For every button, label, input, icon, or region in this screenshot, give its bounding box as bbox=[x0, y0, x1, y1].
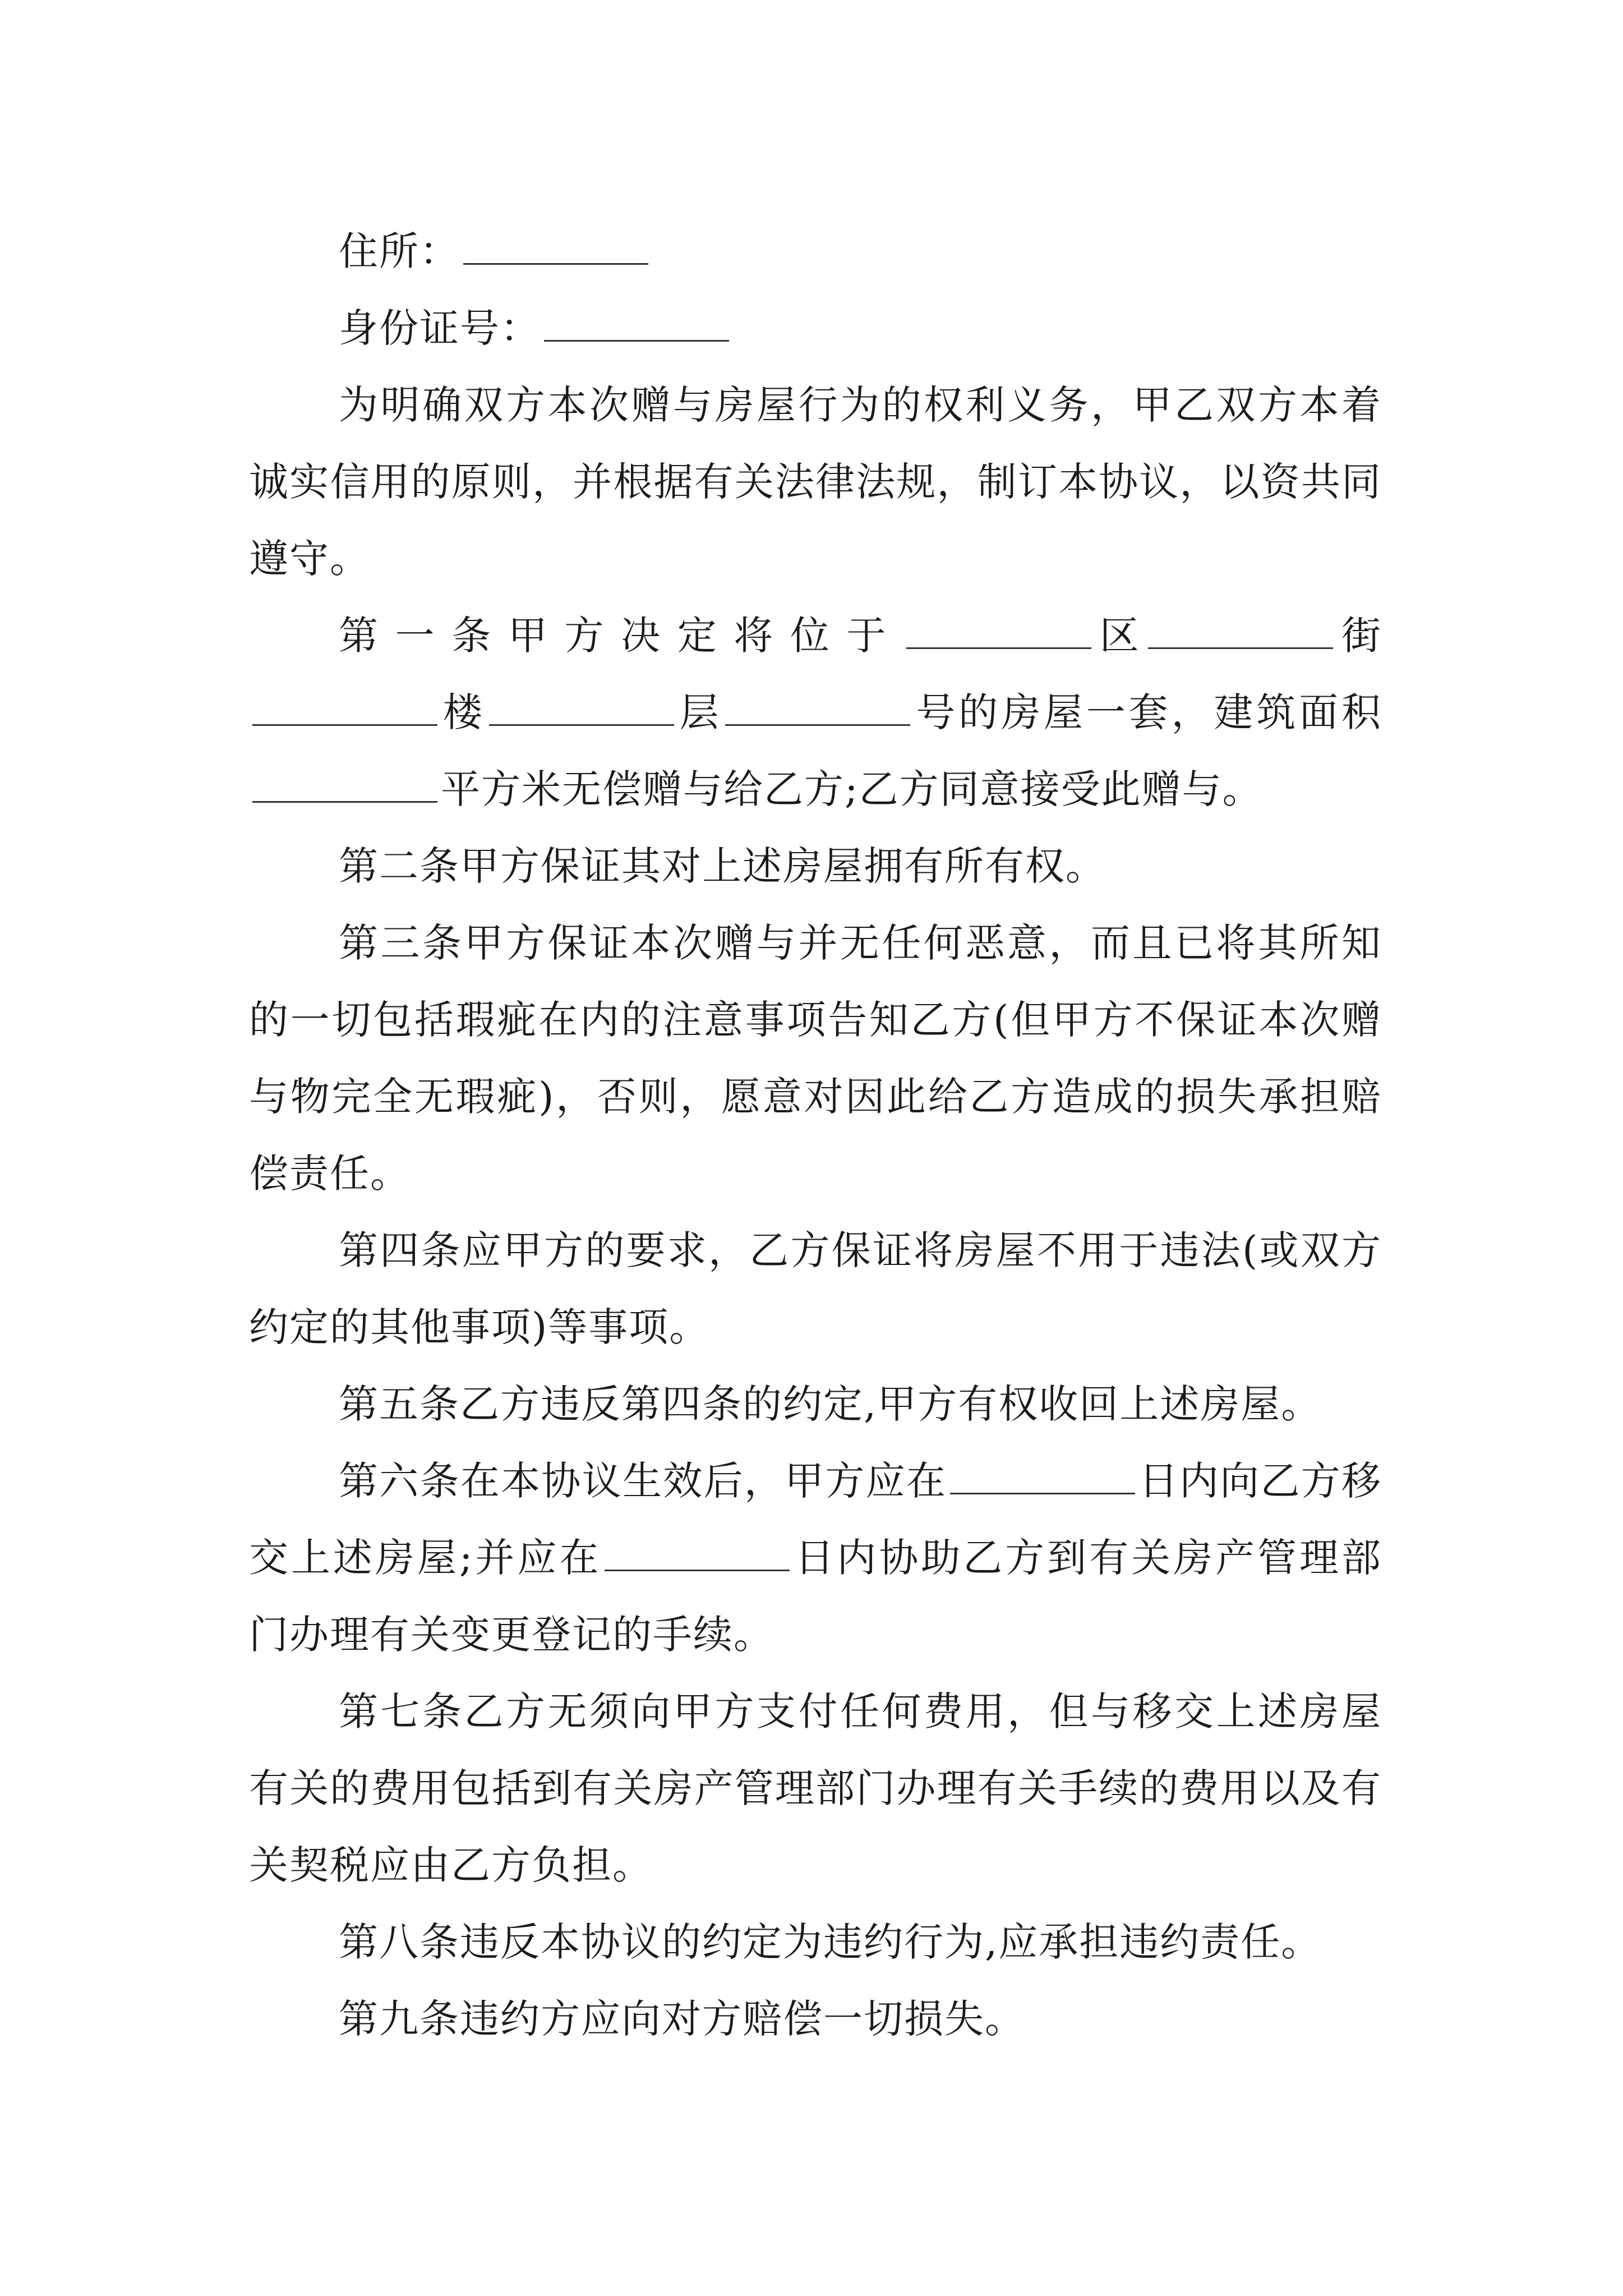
address-blank[interactable] bbox=[463, 231, 648, 265]
street-blank[interactable] bbox=[1148, 615, 1333, 649]
article-2: 第二条甲方保证其对上述房屋拥有所有权。 bbox=[339, 843, 1106, 889]
article-1-text-3: 街 bbox=[1336, 613, 1382, 659]
address-line bbox=[249, 213, 1382, 290]
article-1-text-6: 号的房屋一套，建筑面积 bbox=[914, 689, 1382, 735]
article-4: 第四条应甲方的要求，乙方保证将房屋不用于违法(或双方约定的其他事项)等事项。 bbox=[249, 1227, 1382, 1350]
district-blank[interactable] bbox=[906, 615, 1091, 649]
area-blank[interactable] bbox=[252, 769, 437, 803]
article-8: 第八条违反本协议的约定为违约行为,应承担违约责任。 bbox=[339, 1919, 1322, 1965]
article-1-text-2: 区 bbox=[1095, 613, 1145, 659]
floor-blank[interactable] bbox=[489, 692, 674, 726]
registration-days-blank[interactable] bbox=[605, 1537, 790, 1571]
article-1-text-7: 平方米无偿赠与给乙方;乙方同意接受此赠与。 bbox=[441, 766, 1263, 812]
document-body bbox=[249, 213, 1382, 2058]
article-6-text-3: 日内协助乙方到有关房产管理部门办理有关变更登记的手续。 bbox=[249, 1535, 1382, 1658]
id-label: 身份证号： bbox=[339, 305, 541, 351]
article-5: 第五条乙方违反第四条的约定,甲方有权收回上述房屋。 bbox=[339, 1381, 1322, 1427]
number-blank[interactable] bbox=[725, 692, 910, 726]
article-6 bbox=[249, 1443, 1382, 1673]
building-blank[interactable] bbox=[252, 692, 437, 726]
article-1-text-4: 楼 bbox=[441, 689, 486, 735]
article-9: 第九条违约方应向对方赔偿一切损失。 bbox=[339, 1996, 1025, 2042]
preamble: 为明确双方本次赠与房屋行为的权利义务，甲乙双方本着诚实信用的原则，并根据有关法律法规，制订本协议，以资共同遵守。 bbox=[249, 382, 1382, 582]
id-line bbox=[249, 290, 1382, 367]
article-1 bbox=[249, 597, 1382, 828]
article-3: 第三条甲方保证本次赠与并无任何恶意，而且已将其所知的一切包括瑕疵在内的注意事项告知乙方(但甲方不保证本次赠与物完全无瑕疵)，否则，愿意对因此给乙方造成的损失承担赔偿责任。 bbox=[249, 920, 1382, 1197]
handover-days-blank[interactable] bbox=[950, 1460, 1135, 1494]
address-label: 住所： bbox=[339, 228, 460, 274]
article-6-text-1: 第六条在本协议生效后，甲方应在 bbox=[339, 1458, 947, 1504]
id-blank[interactable] bbox=[544, 307, 729, 342]
article-7: 第七条乙方无须向甲方支付任何费用，但与移交上述房屋有关的费用包括到有关房产管理部门办理有关手续的费用以及有关契税应由乙方负担。 bbox=[249, 1688, 1382, 1888]
article-1-text-5: 层 bbox=[677, 689, 722, 735]
article-1-text-1: 第一条甲方决定将位于 bbox=[339, 613, 903, 659]
article-6-text-2: 日内向乙方移交上述房屋;并应在 bbox=[249, 1458, 1382, 1581]
